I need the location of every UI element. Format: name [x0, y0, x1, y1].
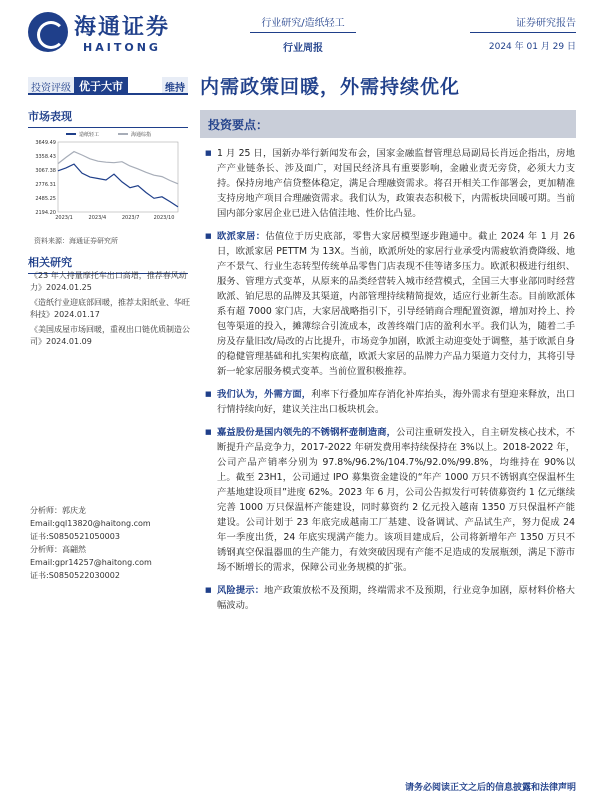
- logo-emblem-icon: [28, 12, 68, 52]
- key-point-text: 公司注重研发投入，自主研发核心技术，不断提升产品竞争力，2017-2022 年研发费用率持续保持在 3%以上。2018-2022 年，公司产品产销率分别为 97.8%/96.2%/104.7%/92.0%/99.8%，均维持在 90%以上。截至 23H1，公司通过 IPO 募集资金建设的“年产 1000 万只不锈钢真空保温杯生产基地建设项目”进度 62%。2023 年 6 月，公司公告拟发行可转债募资约 1 亿元继续完善 1000 万只保温杯产能建设，同时募资约 2 亿元投入越南 1350 万只保温杯产能建设。公司计划于 23 年底完成越南工厂基建、设备调试、产品试生产，努力促成 24 年一季度出货，24 年底实现满产能力。该项目建成后，公司将新增年产 1350 万只不锈钢真空保温器皿的生产能力，有效突破因现有产能不足造成的发展瓶颈，满足下游市场不断增长的需求，保障公司业务规模的扩张。: [217, 427, 575, 573]
- analyst-cert: 证书:S0850521050003: [30, 532, 120, 541]
- report-series: 证券研究报告: [470, 14, 576, 33]
- report-meta-block: [470, 14, 576, 52]
- analyst-name: 分析师：高翩然: [30, 545, 86, 554]
- key-point-keyword: 嘉益股份是国内领先的不锈钢杯壶制造商，: [217, 427, 397, 438]
- legend-label: 海通综指: [131, 132, 152, 138]
- legend-label: 造纸轻工: [79, 132, 100, 138]
- y-tick-label: 3358.43: [35, 154, 56, 160]
- y-tick-label: 2776.31: [35, 182, 56, 188]
- y-tick-label: 2194.20: [35, 210, 56, 216]
- analyst-email[interactable]: Email:gpr14257@haitong.com: [30, 558, 152, 567]
- analyst-email[interactable]: Email:gql13820@haitong.com: [30, 519, 151, 528]
- market-chart-svg: [28, 128, 188, 228]
- company-logo: [28, 10, 170, 54]
- key-point: [205, 583, 575, 613]
- key-point: [205, 387, 575, 417]
- analyst-name: 分析师：郭庆龙: [30, 506, 86, 515]
- rating-change: 维持: [162, 77, 188, 93]
- key-point: [205, 229, 575, 379]
- logo-chinese-name: 海通证券: [74, 15, 171, 40]
- report-category-block: [250, 14, 356, 54]
- related-item[interactable]: 《23 年大持量摩托车出口高增，推荐春风动力》2024.01.25: [30, 271, 187, 292]
- rating-value: 优于大市: [74, 77, 128, 93]
- series-line: [58, 164, 178, 207]
- key-point: [205, 425, 575, 575]
- analyst-cert: 证书:S0850522030002: [30, 571, 120, 580]
- market-section-title: [28, 108, 188, 128]
- report-header: [0, 0, 600, 62]
- key-point-keyword: 风险提示：: [217, 585, 265, 596]
- market-title-text: 市场表现: [28, 110, 72, 123]
- disclaimer-footer: 请务必阅读正文之后的信息披露和法律声明: [404, 783, 576, 793]
- x-tick-label: 2023/7: [121, 215, 140, 221]
- y-tick-label: 3649.49: [35, 140, 56, 146]
- key-point-keyword: 我们认为，外需方面，: [217, 389, 312, 400]
- key-point-text: 地产政策放松不及预期，终端需求不及预期，行业竞争加剧，原材料价格大幅波动。: [217, 585, 575, 611]
- logo-english-name: HAITONG: [83, 41, 161, 54]
- x-tick-label: 2023/4: [88, 215, 107, 221]
- y-tick-label: 2485.25: [35, 196, 56, 202]
- report-date: 2024 年 01 月 29 日: [488, 42, 576, 52]
- key-point: [205, 146, 575, 221]
- related-item[interactable]: 《造纸行业迎底部回暖，推荐太阳纸业、华旺科技》2024.01.17: [30, 298, 190, 319]
- investment-rating: [28, 77, 188, 95]
- key-points-body: [205, 146, 575, 621]
- report-type: 行业周报: [283, 43, 323, 54]
- series-line: [58, 152, 178, 184]
- rating-label: 投资评级: [28, 77, 74, 93]
- key-points-title: 投资要点：: [208, 118, 269, 132]
- related-research-list: [30, 270, 190, 351]
- x-tick-label: 2023/10: [153, 215, 175, 221]
- key-point-keyword: 欧派家居：: [217, 231, 266, 242]
- related-item[interactable]: 《美国成屋市场回暖，重视出口链优质制造公司》2024.01.09: [30, 325, 190, 346]
- analyst-info: [30, 504, 190, 582]
- related-title-text: 相关研究: [28, 256, 72, 269]
- key-point-text: 估值位于历史底部，零售大家居模型逐步跑通中。截止 2024 年 1 月 26 日，欧派家居 PETTM 为 13X。当前，欧派所处的家居行业承受内需疲软消费降级、地产不景气、行业生态转型传统单品零售门店表现不佳等诸多压力。欧派积极进行组织、服务、管理方式变革，从原来的品类经营转入城市经营模式，全国三大事业部同时经营欧派、铂尼思的品牌及其渠道，内部管理持续精简提效，适应行业新生态。目前欧派体系有超 7000 家门店，大家居战略指引下，引导经销商合理配置资源，增加对拎上、拎包等渠道的投入，摊薄综合引流成本，改善终端门店的盈利水平。我们认为，随着二手房及存量旧改/局改的占比提升，市场竞争加剧，欧派主动迎变处于调整，基于欧派自身的稳健管理基础和扎实架构底蕴，欧派大家居的品牌力产品力渠道力交付力，其将引导新一轮家居服务模式变革。当前位置积极推荐。: [217, 231, 575, 377]
- key-point-text: 利率下行叠加库存消化补库抬头，海外需求有望迎来释放，出口行情持续向好，建议关注出口板块机会。: [217, 389, 575, 415]
- report-category: 行业研究/造纸轻工: [250, 14, 356, 33]
- x-tick-label: 2023/1: [55, 215, 73, 221]
- page-title: 内需政策回暖，外需持续优化: [200, 76, 461, 98]
- chart-source: 资料来源：海通证券研究所: [34, 237, 118, 245]
- key-point-text: 1 月 25 日，国新办举行新闻发布会，国家金融监督管理总局副局长肖远企指出，房地产产业链条长、涉及面广，对国民经济具有重要影响，金融业责无旁贷，必须大力支持。保持房地产信贷整体稳定，满足合理融资需求。将召开相关工作部署会，更加精准支持房地产项目合理融资需求。我们认为，政策表态积极下，内需板块回暖可期。当前国内部分家居企业已进入估值洼地、性价比凸显。: [217, 148, 575, 219]
- y-tick-label: 3067.38: [35, 168, 56, 174]
- market-chart: [28, 128, 188, 228]
- key-points-header: [200, 110, 576, 138]
